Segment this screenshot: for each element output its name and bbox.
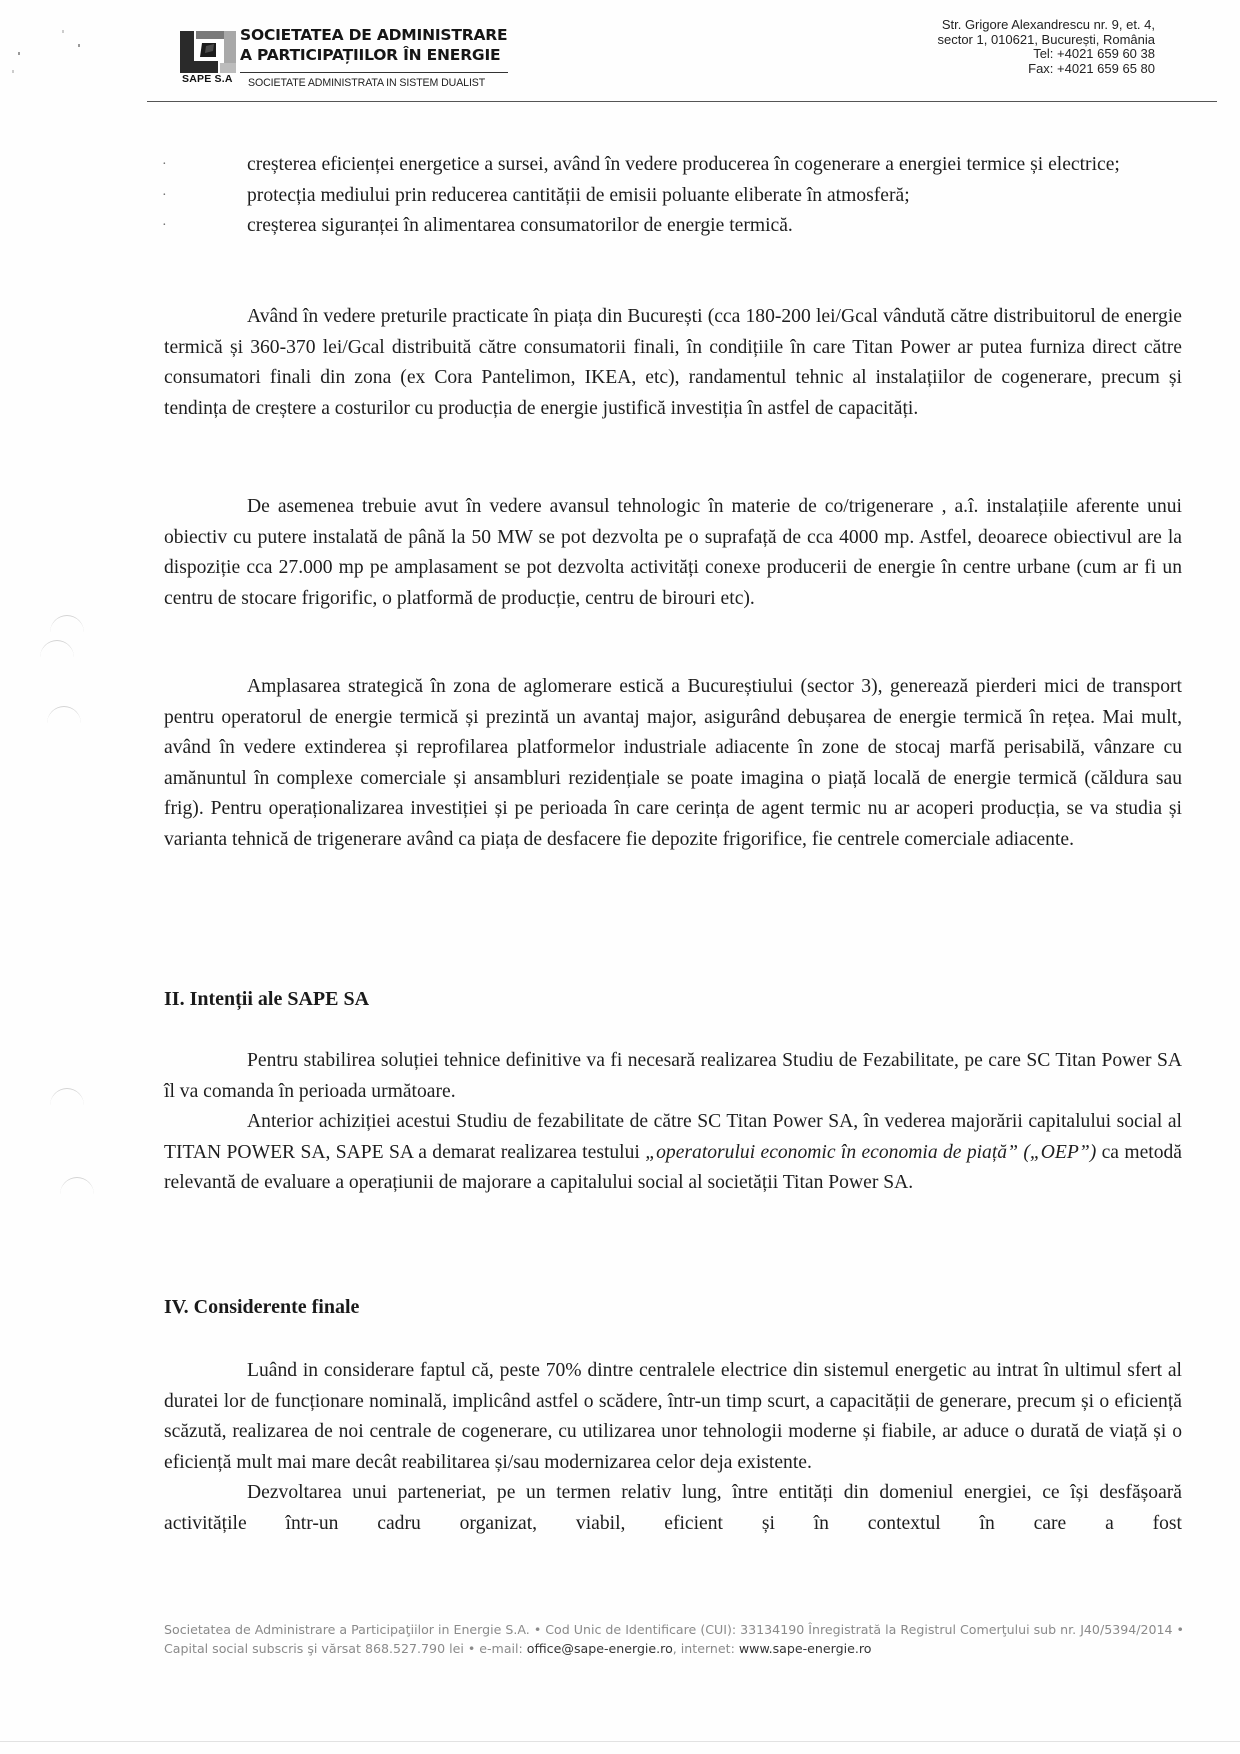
bullet-item: · protecția mediului prin reducerea cantității de emisii poluante eliberate în atmosferă; bbox=[164, 181, 1182, 212]
section-iv-paragraph: Luând in considerare faptul că, peste 70% dintre centralele electrice din sistemul energetic au intrat în ultimul sfert al duratei lor de funcționare nominală, implicând astfel o scădere, într-un timp scurt, a capacității de generare, precum și o eficiență scăzută, realizarea de noi centrale de cogenerare, cu utilizarea unor tehnologii moderne și fiabile, ar aduce o durată de viață și o eficiență mult mai mare decât reabilitarea și/sau modernizarea celor deja existente. bbox=[164, 1360, 1182, 1473]
scan-speck-icon bbox=[18, 52, 20, 55]
section-heading-iv: IV. Considerente finale bbox=[164, 1296, 360, 1318]
company-name-line1: SOCIETATEA DE ADMINISTRARE bbox=[240, 26, 508, 44]
company-subtitle: SOCIETATE ADMINISTRATA IN SISTEM DUALIST bbox=[248, 77, 486, 89]
section-ii-body bbox=[164, 1046, 1182, 1199]
punch-hole-mark-icon bbox=[60, 1177, 94, 1212]
address-line1: Str. Grigore Alexandrescu nr. 9, et. 4, bbox=[941, 17, 1155, 32]
address-line2: sector 1, 010621, București, România bbox=[937, 31, 1155, 47]
scan-edge-line bbox=[0, 1741, 1240, 1742]
paragraph-location: Amplasarea strategică în zona de aglomerare estică a Bucureștiului (sector 3), generează pierderi mici de transport pentru operatorul de energie termică și prezintă un avantaj major, asigurând debușarea de energie termică în rețea. Mai mult, având în vedere extinderea și reprofilarea platformelor industriale adiacente în zone de stocaj marfă perisabilă, vânzare cu amănuntul în complexe comerciale și ansambluri rezidențiale se poate imagina o piață locală de energie termică (căldura sau frig). Pentru operaționalizarea investiției și pe perioada în care cerința de agent termic nu ar acoperi producția, se va studia și varianta tehnică de trigenerare având ca piața de desfacere fie depozite frigorifice, fie centrele comerciale adiacente. bbox=[164, 676, 1182, 850]
scan-speck-icon bbox=[12, 70, 14, 73]
section-ii-paragraph: Anterior achiziției acestui Studiu de fezabilitate de către SC Titan Power SA, în vederea majorării capitalului social al TITAN POWER SA, SAPE SA a demarat realizarea testului „operatorului economic în economia de piață” („OEP”) ca metodă relevantă de evaluare a operațiunii de majorare a capitalului social al societății Titan Power SA. bbox=[164, 1111, 1182, 1193]
paragraph-technology: De asemenea trebuie avut în vedere avansul tehnologic în materie de co/trigenerare , a.î. instalațiile aferente unui obiectiv cu putere instalată de până la 50 MW se pot dezvolta pe o suprafață de cca 4000 mp. Astfel, deoarece obiectivul are la dispoziție cca 27.000 mp pe amplasament se pot dezvolta activități conexe producerii de energie în centre urbane (cum ar fi un centru de stocare frigorific, o platformă de producție, centru de birouri etc). bbox=[164, 496, 1182, 609]
page-footer: Societatea de Administrare a Participaţiilor in Energie S.A. • Cod Unic de Identificare (CUI): 33134190 Înregistrată la Registrul Comerţului sub nr. J40/5394/2014 • Capital social subscris şi vărsat 868.527.790 lei • e-mail: office@sape-energie.ro, internet: www.sape-energie.ro bbox=[164, 1622, 1184, 1656]
punch-hole-mark-icon bbox=[40, 640, 74, 675]
company-name bbox=[240, 26, 507, 65]
scan-speck-icon bbox=[62, 30, 64, 33]
bullet-item: · creșterea eficienței energetice a sursei, având în vedere producerea în cogenerare a energiei termice și electrice; bbox=[164, 150, 1182, 181]
section-iv-paragraph: Dezvoltarea unui parteneriat, pe un termen relativ lung, între entități din domeniul energiei, ce își desfășoară activitățile într-un cadru organizat, viabil, eficient și în contextul în care a fost bbox=[164, 1482, 1182, 1534]
footer-email-link[interactable]: office@sape-energie.ro bbox=[526, 1641, 673, 1656]
punch-hole-mark-icon bbox=[50, 1088, 84, 1123]
bullet-marker-icon: · bbox=[162, 218, 167, 233]
header-divider bbox=[147, 101, 1217, 102]
bullet-marker-icon: · bbox=[162, 187, 167, 203]
paragraph-prices: Având în vedere preturile practicate în piața din București (cca 180-200 lei/Gcal vândută către distribuitorul de energie termică și 360-370 lei/Gcal distribuită către consumatorii finali, în condițiile în care Titan Power ar putea furniza direct către consumatori finali din zona (ex Cora Pantelimon, IKEA, etc), randamentul tehnic al instalațiilor de cogenerare, precum și tendința de creștere a costurilor cu producția de energie justifică investiția în astfel de capacități. bbox=[164, 306, 1182, 419]
company-name-line2: A PARTICIPAȚIILOR ÎN ENERGIE bbox=[240, 45, 501, 64]
company-letterhead bbox=[180, 26, 510, 96]
bullet-item: · creșterea siguranței în alimentarea consumatorilor de energie termică. bbox=[164, 211, 1182, 242]
section-iv-body bbox=[164, 1356, 1182, 1539]
address-phone: Tel: +4021 659 60 38 bbox=[1033, 46, 1155, 61]
company-address bbox=[937, 18, 1155, 76]
letterhead-divider bbox=[240, 72, 508, 73]
bullet-marker-icon: · bbox=[162, 157, 167, 172]
logo-label: SAPE S.A bbox=[182, 73, 233, 85]
section-ii-paragraph: Pentru stabilirea soluției tehnice definitive va fi necesară realizarea Studiu de Fezabilitate, pe care SC Titan Power SA îl va comanda în perioada următoare. bbox=[164, 1050, 1182, 1102]
section-heading-ii: II. Intenții ale SAPE SA bbox=[164, 988, 370, 1010]
footer-website-link[interactable]: www.sape-energie.ro bbox=[738, 1641, 872, 1656]
scan-speck-icon bbox=[78, 44, 80, 47]
address-fax: Fax: +4021 659 65 80 bbox=[1028, 60, 1155, 76]
bullet-list bbox=[164, 150, 1182, 242]
sape-logo-icon bbox=[180, 29, 236, 75]
punch-hole-mark-icon bbox=[47, 706, 81, 741]
oep-term: „operatorului economic în economia de piață” („OEP”) bbox=[645, 1141, 1097, 1163]
